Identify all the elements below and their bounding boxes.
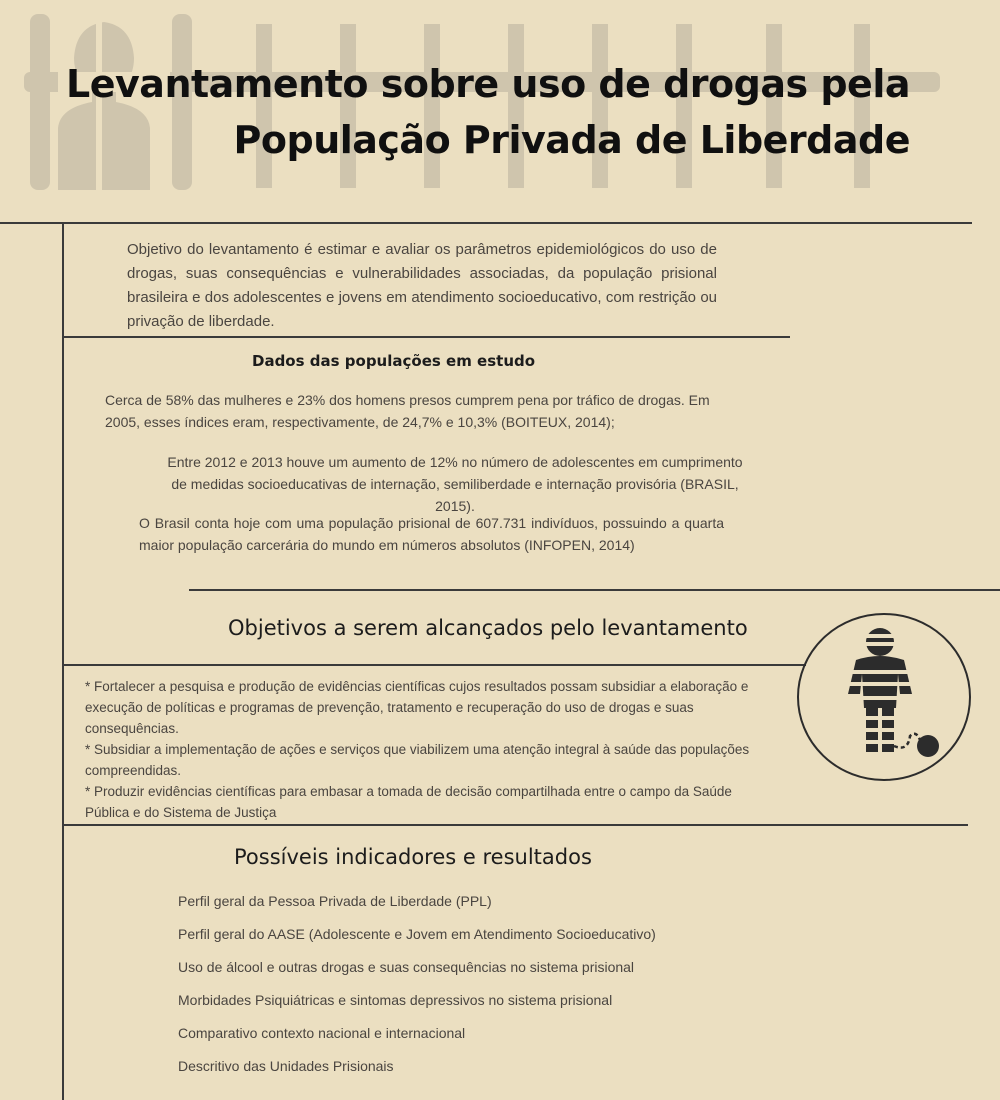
- vertical-divider: [62, 222, 64, 1100]
- indicator-item: Morbidades Psiquiátricas e sintomas depressivos no sistema prisional: [178, 992, 613, 1008]
- objective-item: * Produzir evidências científicas para embasar a tomada de decisão compartilhada entre o campo da Saúde Pública e do Sistema de Justiça: [85, 784, 732, 820]
- divider-intro: [62, 336, 790, 338]
- divider-data: [189, 589, 1000, 591]
- indicators-list: [178, 890, 656, 1088]
- indicator-item: Descritivo das Unidades Prisionais: [178, 1058, 394, 1074]
- divider-top: [0, 222, 972, 224]
- objective-item: * Subsidiar a implementação de ações e serviços que viabilizem uma atenção integral à saúde das populações compreendidas.: [85, 742, 750, 778]
- population-paragraph: Entre 2012 e 2013 houve um aumento de 12% no número de adolescentes em cumprimento de medidas socioeducativas de internação, semiliberdade e internação provisória (BRASIL, 2015).: [167, 454, 743, 514]
- indicator-item: Uso de álcool e outras drogas e suas consequências no sistema prisional: [178, 959, 635, 975]
- divider-objectives-head: [62, 664, 806, 666]
- intro-text: Objetivo do levantamento é estimar e avaliar os parâmetros epidemiológicos do uso de drogas, suas consequências e vulnerabilidades associadas, da população prisional brasileira e dos adolescentes e jovens em atendimento socioeducativo, com restrição ou privação de liberdade.: [127, 241, 717, 330]
- indicator-item: Perfil geral da Pessoa Privada de Liberdade (PPL): [178, 893, 492, 909]
- objectives-list: [85, 676, 775, 823]
- indicator-item: Comparativo contexto nacional e internacional: [178, 1025, 466, 1041]
- page-title: [66, 56, 910, 168]
- objective-item: * Fortalecer a pesquisa e produção de evidências científicas cujos resultados possam subsidiar a elaboração e execução de políticas e programas de prevenção, tratamento e recuperação do uso de drogas e suas consequências.: [85, 679, 749, 736]
- objectives-heading: Objetivos a serem alcançados pelo levantamento: [228, 616, 748, 640]
- populations-heading: Dados das populações em estudo: [252, 352, 536, 370]
- indicator-item: Perfil geral do AASE (Adolescente e Jovem em Atendimento Socioeducativo): [178, 926, 656, 942]
- population-paragraph: Cerca de 58% das mulheres e 23% dos homens presos cumprem pena por tráfico de drogas. Em 2005, esses índices eram, respectivamente, de 24,7% e 10,3% (BOITEUX, 2014);: [105, 392, 710, 430]
- title-line-2: População Privada de Liberdade: [233, 118, 910, 162]
- indicators-heading: Possíveis indicadores e resultados: [234, 845, 592, 869]
- title-line-1: Levantamento sobre uso de drogas pela: [66, 62, 910, 106]
- population-paragraph: O Brasil conta hoje com uma população prisional de 607.731 indivíduos, possuindo a quarta maior população carcerária do mundo em números absolutos (INFOPEN, 2014): [139, 515, 724, 553]
- prisoner-ball-and-chain-icon: [796, 612, 972, 782]
- divider-objectives: [62, 824, 968, 826]
